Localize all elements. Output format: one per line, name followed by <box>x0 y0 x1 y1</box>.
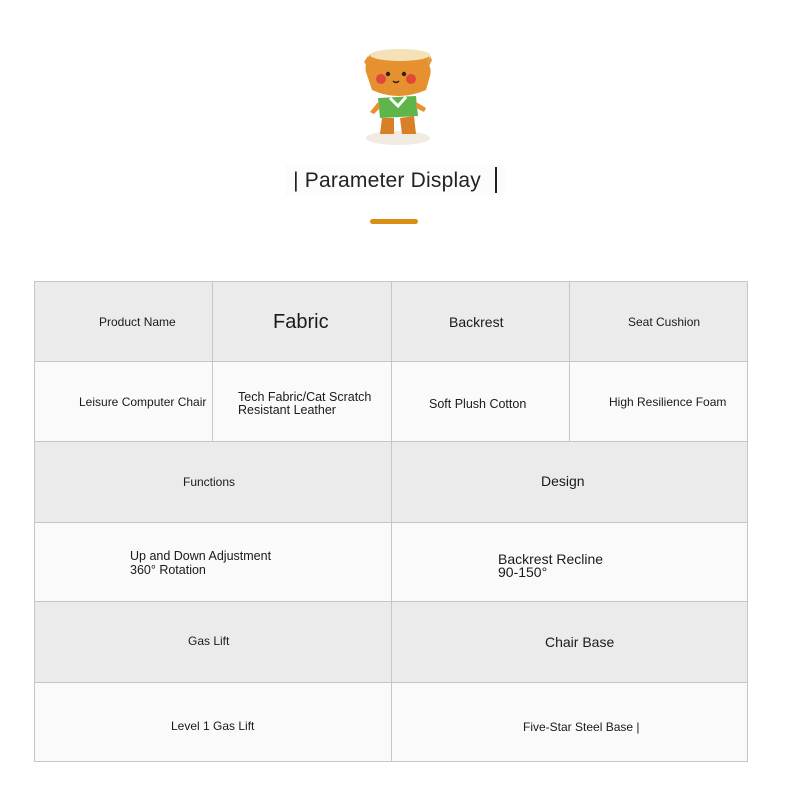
table-row <box>35 282 747 362</box>
table-cell <box>35 602 392 682</box>
table-row <box>35 442 747 523</box>
table-cell <box>392 683 747 761</box>
cell-text: Product Name <box>99 315 176 329</box>
cell-text: Backrest <box>449 314 504 330</box>
table-cell <box>35 282 213 361</box>
cell-text-line-2: Resistant Leather <box>238 403 336 417</box>
cell-text: Gas Lift <box>188 634 230 648</box>
table-cell <box>35 683 392 761</box>
table-row <box>35 523 747 602</box>
cell-text: Level 1 Gas Lift <box>171 719 255 733</box>
page-title-text: | Parameter Display <box>293 169 481 192</box>
cell-text: Design <box>541 473 585 489</box>
table-cell <box>392 362 570 441</box>
table-cell <box>35 442 392 522</box>
table-cell <box>570 362 747 441</box>
table-cell <box>213 362 392 441</box>
table-cell <box>392 282 570 361</box>
table-row <box>35 362 747 442</box>
cell-text-line-1: Up and Down Adjustment <box>130 549 272 563</box>
page-title <box>285 165 505 195</box>
cell-text: Soft Plush Cotton <box>429 397 527 411</box>
cell-text: Five-Star Steel Base | <box>523 720 640 734</box>
table-cell <box>213 282 392 361</box>
table-cell <box>392 523 747 601</box>
table-cell <box>35 523 392 601</box>
cell-text-line-2: 90-150° <box>498 564 548 580</box>
table-row <box>35 683 747 761</box>
cell-text: Fabric <box>273 311 329 333</box>
parameter-table <box>34 281 748 762</box>
table-row <box>35 602 747 683</box>
table-cell <box>35 362 213 441</box>
cell-text: Leisure Computer Chair <box>79 395 207 409</box>
title-cursor-bar <box>495 167 497 193</box>
cell-text: High Resilience Foam <box>609 395 727 409</box>
table-cell <box>392 602 747 682</box>
cell-text: Functions <box>183 475 236 489</box>
table-cell <box>570 282 747 361</box>
cell-text-line-1: Backrest Recline <box>498 551 604 567</box>
tree-stump-mascot-icon <box>360 46 436 146</box>
cell-text: Chair Base <box>545 634 615 650</box>
cell-text-line-1: Tech Fabric/Cat Scratch <box>238 390 372 404</box>
table-cell <box>392 442 747 522</box>
cell-text-line-2: 360° Rotation <box>130 563 206 577</box>
title-underline <box>370 219 418 224</box>
cell-text: Seat Cushion <box>628 315 701 329</box>
